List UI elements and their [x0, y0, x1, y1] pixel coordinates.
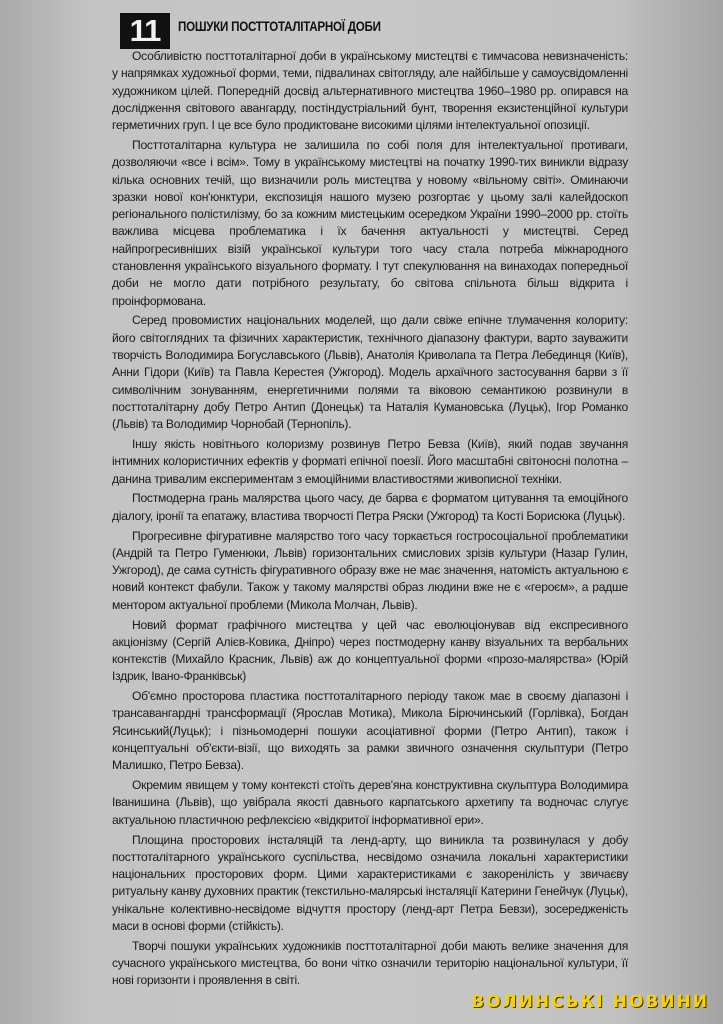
body-text [112, 48, 628, 992]
paragraph: Серед провомистих національних моделей, що дали свіже епічне тлумачення колориту: його світоглядних та фізичних характеристик, технічного діапазону фактури, варто зауважити творчість Володимира Богуславського (Львів), Анатолія Криволапа та Петра Лебединця (Київ), Анни Гідори (Київ) та Павла Керестея (Ужгород). Модель архаїчного застосування барви з її символічним зонуванням, енергетичними полями та віковою семантикою розвинули в посттоталітарну добу Петро Антип (Донецьк) та Наталія Кумановська (Луцьк), Ігор Романко (Львів) та Володимир Чорнобай (Тернопіль). [112, 313, 628, 432]
paragraph: Об'ємно просторова пластика посттоталітарного періоду також має в своєму діапазоні і трансавангардні трансформації (Ярослав Мотика), Микола Бірючинський (Горлівка), Богдан Ясинський(Луцьк); і пізньомодерні пошуки асоціативної форми (Петро Антип), також і концептуальні об'єкти-візії, що виходять за рамки звичного означення скульптури (Петро Малишко, Петро Бевза). [112, 689, 628, 773]
paragraph: Площина просторових інсталяцій та ленд-арту, що виникла та розвинулася у добу посттоталітарного українського суспільства, несвідомо означила локальні характеристики національних просторових форм. Цими характеристиками є закоренілість у звичаєву ритуальну канву духовних практик (текстильно-малярські інсталяції Катерини Генейчук (Луцьк), унікальне колективно-несвідоме відчуття простору (ленд-арт Петра Бевзи), зосередженість маси в основі форми (стійкість). [112, 832, 628, 934]
paragraph: Іншу якість новітнього колоризму розвинув Петро Бевза (Київ), який подав звучання інтимних колористичних ефектів у форматі епічної поезії. Його масштабні світоносні полотна – данина тривалим експериментам з емоційними властивостями живописної техніки. [112, 437, 628, 486]
section-number: 11 [120, 13, 170, 49]
paragraph: Постмодерна грань малярства цього часу, де барва є форматом цитування та емоційного діалогу, іронії та епатажу, властива творчості Петра Ряски (Ужгород) та Кості Борисюка (Луцьк). [112, 491, 628, 523]
paragraph: Новий формат графічного мистецтва у цей час еволюціонував від експресивного акціонізму (Сергій Алієв-Ковика, Дніпро) через постмодерну канву візуальних та вербальних контекстів (Михайло Красник, Львів) аж до концептуальної форми «прозо-малярства» (Юрій Іздрик, Івано-Франківськ) [112, 617, 628, 684]
watermark-logo: ВОЛИНСЬКІ НОВИНИ [471, 992, 709, 1012]
paragraph: Творчі пошуки українських художників посттоталітарної доби мають велике значення для сучасного українського мистецтва, бо вони чітко означили територію національної культури, її нові горизонти і проявлення в світі. [112, 938, 628, 988]
section-title: ПОШУКИ ПОСТТОТАЛІТАРНОЇ ДОБИ [178, 19, 381, 34]
paragraph: Окремим явищем у тому контексті стоїть дерев'яна конструктивна скульптура Володимира Іванишина (Львів), що увібрала якості давнього карпатського архетипу та водночас слугує актуальною пластичною рефлексією «відкритої інформативної ери». [112, 778, 628, 827]
paragraph: Особливістю посттоталітарної доби в українському мистецтві є тимчасова невизначеність: у напрямках художньої форми, теми, підвалинах світогляду, але найбільше у самоусвідомленні художником цілей. Попередній досвід альтернативного мистецтва 1960–1980 рр. опирався на дослідження світового авангарду, постіндустріальний бунт, творення екзистенційної культури герметичних груп. І це все було продиктоване високими цілями інтелектуальної опозиції. [112, 49, 628, 133]
paragraph: Прогресивне фігуративне малярство того часу торкається гостросоціальної проблематики (Андрій та Петро Гуменюки, Львів) горизонтальних смислових зрізів культури (Назар Гулин, Ужгород), де сама сутність фігуративного образу вже не має значення, натомість актуальною є новий контекст фабули. Також у такому малярстві образ людини вже не є «героєм», а радше ментором актуальної проблеми (Микола Молчан, Львів). [112, 528, 628, 612]
paragraph: Посттоталітарна культура не залишила по собі поля для інтелектуальної противаги, дозволяючи «все і всім». Тому в українському мистецтві на початку 1990-тих виникли відразу кілька основних течій, що визначили роль мистецтва у новому «вільному світі». Оминаючи зразки нової кон'юнктури, експозиція нашого музею розгортає у цьому залі калейдоскоп регіонального полістилізму, бо за кожним мистецьким осередком України 1990–2000 рр. стоїть важлива місцева проблематика і їх бачення актуальності у мистецтві. Серед найпрогресивніших візій української культури того часу стала потреба міжнародного становлення українського візуального формату. І тут спекулювання на винаходах попередньої доби не могло дати потрібного результату, бо світова спільнота більш відкрита і проінформована. [112, 137, 628, 308]
